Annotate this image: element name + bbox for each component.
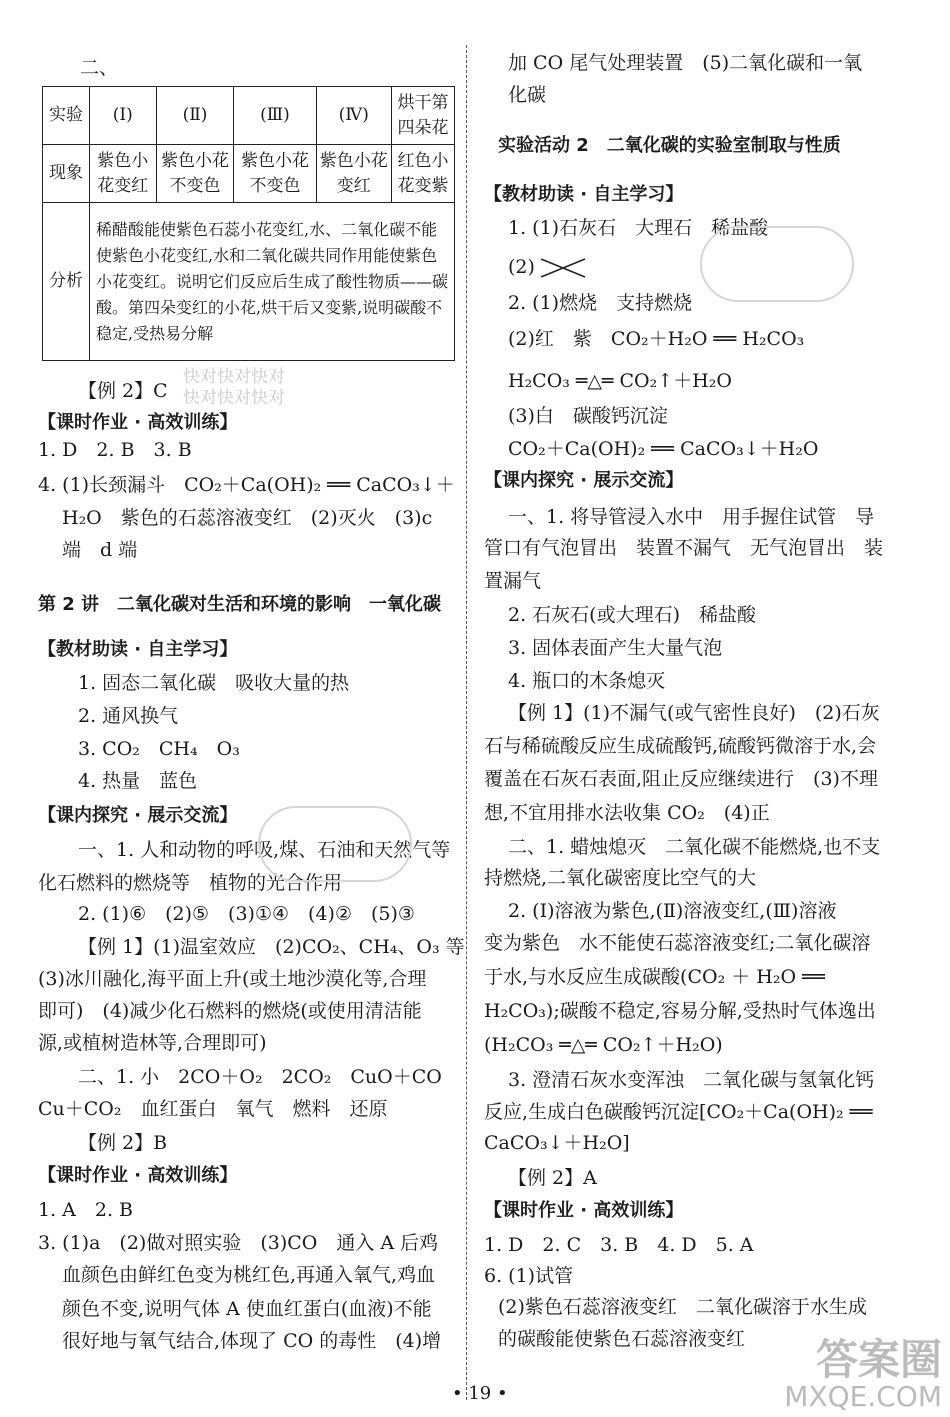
table-cell: 实验 [43, 87, 90, 145]
right-text-line: 置漏气 [484, 570, 542, 592]
table-cell: (Ⅳ) [316, 87, 391, 145]
right-text-line: 1. D 2. C 3. B 4. D 5. A [484, 1234, 754, 1256]
left-text-line: 【例 2】B [78, 1132, 168, 1154]
table-cell: 红色小花变紫 [392, 145, 455, 203]
page-number: • 19 • [452, 1383, 508, 1404]
left-text-line: 颜色不变,说明气体 A 使血红蛋白(血液)不能 [62, 1298, 432, 1320]
right-text-line: H₂CO₃);碳酸不稳定,容易分解,受热时气体逸出 [484, 1000, 876, 1022]
table-cell: 紫色小花变红 [316, 145, 391, 203]
right-text-line: 的碳酸能使紫色石蕊溶液变红 [498, 1328, 746, 1350]
left-section-heading: 【教材助读 · 自主学习】 [38, 639, 238, 660]
right-text-line: (3)白 碳酸钙沉淀 [508, 405, 668, 427]
table-cell: (Ⅰ) [90, 87, 157, 145]
right-text-line: 2. (1)燃烧 支持燃烧 [508, 292, 693, 314]
left-text-line: 4. (1)长颈漏斗 CO₂＋Ca(OH)₂ ══ CaCO₃↓＋ [38, 474, 455, 496]
left-text-line: 2. (1)⑥ (2)⑤ (3)①④ (4)② (5)③ [78, 903, 415, 925]
left-text-line: 【例 1】(1)温室效应 (2)CO₂、CH₄、O₃ 等 [78, 936, 465, 958]
right-text-line: 2. 石灰石(或大理石) 稀盐酸 [508, 604, 756, 626]
faint-stamp [258, 806, 412, 882]
column-divider [466, 45, 467, 1400]
left-text-line: 二、1. 小 2CO＋O₂ 2CO₂ CuO＋CO [78, 1066, 442, 1088]
right-text-line: CO₂＋Ca(OH)₂ ══ CaCO₃↓＋H₂O [508, 438, 819, 460]
right-section-heading: 实验活动 2 二氧化碳的实验室制取与性质 [498, 135, 841, 156]
table-cell: 现象 [43, 145, 90, 203]
right-text-line: 6. (1)试管 [484, 1265, 574, 1287]
right-text-line: 反应,生成白色碳酸钙沉淀[CO₂＋Ca(OH)₂ ══ [484, 1101, 873, 1123]
right-text-line: CaCO₃↓＋H₂O] [484, 1132, 630, 1154]
table-cell: (Ⅲ) [234, 87, 316, 145]
left-text-line: 1. 固态二氧化碳 吸收大量的热 [78, 672, 350, 694]
right-text-line: H₂CO₃ ═△═ CO₂↑＋H₂O [508, 370, 732, 392]
right-text-line: 3. 澄清石灰水变浑浊 二氧化碳与氢氧化钙 [508, 1069, 875, 1091]
right-text-line: 管口有气泡冒出 装置不漏气 无气泡冒出 装 [484, 537, 884, 559]
right-section-heading: 【课内探究 · 展示交流】 [484, 470, 684, 491]
right-text-line: (2)紫色石蕊溶液变红 二氧化碳溶于水生成 [498, 1296, 867, 1318]
section-two-heading: 二、 [80, 57, 119, 79]
experiment-table [42, 86, 455, 361]
left-section-heading: 第 2 讲 二氧化碳对生活和环境的影响 一氧化碳 [38, 594, 442, 615]
watermark: 快对快对快对 [183, 388, 285, 408]
table-cell: 紫色小花变红 [90, 145, 157, 203]
right-text-line: 2. (Ⅰ)溶液为紫色,(Ⅱ)溶液变红,(Ⅲ)溶液 [508, 900, 837, 922]
left-text-line: 2. 通风换气 [78, 705, 179, 727]
right-text-line: 二、1. 蜡烛熄灭 二氧化碳不能燃烧,也不支 [508, 836, 881, 858]
right-text-line: 4. 瓶口的木条熄灭 [508, 670, 666, 692]
left-text-line: (3)冰川融化,海平面上升(或土地沙漠化等,合理 [38, 968, 427, 990]
left-text-line: 4. 热量 蓝色 [78, 770, 198, 792]
left-text-line: 【例 2】C [78, 380, 168, 402]
right-text-line: 于水,与水反应生成碳酸(CO₂ ＋ H₂O ══ [484, 966, 825, 988]
right-section-heading: 【课时作业 · 高效训练】 [484, 1200, 684, 1221]
left-text-line: 3. (1)a (2)做对照实验 (3)CO 通入 A 后鸡 [38, 1232, 439, 1254]
table-cell: (Ⅱ) [156, 87, 234, 145]
left-section-heading: 【课时作业 · 高效训练】 [38, 412, 238, 433]
right-text-line: 覆盖在石灰石表面,阻止反应继续进行 (3)不理 [484, 768, 878, 790]
table-cell: 紫色小花不变色 [156, 145, 234, 203]
left-text-line: 即可) (4)减少化石燃料的燃烧(或使用清洁能 [38, 1000, 422, 1022]
right-text-line: 化碳 [508, 84, 547, 106]
faint-stamp [700, 226, 854, 302]
right-text-line: 想,不宜用排水法收集 CO₂ (4)正 [484, 802, 770, 824]
left-section-heading: 【课时作业 · 高效训练】 [38, 1165, 238, 1186]
left-text-line: 1. A 2. B [38, 1199, 134, 1221]
right-text-line: 1. (1)石灰石 大理石 稀盐酸 [508, 217, 769, 239]
crossed-lines-icon [539, 257, 587, 279]
right-text-line: 持燃烧,二氧化碳密度比空气的大 [484, 867, 757, 889]
right-text-line: (2) [508, 254, 587, 280]
left-section-heading: 【课内探究 · 展示交流】 [38, 805, 238, 826]
right-text-line: (2)红 紫 CO₂＋H₂O ══ H₂CO₃ [508, 328, 805, 350]
left-text-line: 化石燃料的燃烧等 植物的光合作用 [38, 872, 343, 894]
corner-logo: 答案圈 [815, 1335, 942, 1384]
right-text-line: 变为紫色 水不能使石蕊溶液变红;二氧化碳溶 [484, 932, 871, 954]
left-text-line: Cu＋CO₂ 血红蛋白 氧气 燃料 还原 [38, 1098, 388, 1120]
left-text-line: 1. D 2. B 3. B [38, 439, 192, 461]
table-cell: 烘干第四朵花 [392, 87, 455, 145]
left-text-line: 一、1. 人和动物的呼吸,煤、石油和天然气等 [78, 839, 451, 861]
right-text-line: 【例 2】A [508, 1167, 597, 1189]
left-text-line: 源,或植树造林等,合理即可) [38, 1032, 267, 1054]
right-text-line: (H₂CO₃ ═△═ CO₂↑＋H₂O) [484, 1034, 723, 1056]
left-text-line: 端 d 端 [62, 539, 138, 561]
right-text-line: 【例 1】(1)不漏气(或气密性良好) (2)石灰 [508, 702, 880, 724]
right-text-line: 石与稀硫酸反应生成硫酸钙,硫酸钙微溶于水,会 [484, 735, 877, 757]
right-text-line: 一、1. 将导管浸入水中 用手握住试管 导 [508, 506, 875, 528]
right-text-line: 加 CO 尾气处理装置 (5)二氧化碳和一氧 [508, 52, 863, 74]
watermark: 快对快对快对 [183, 367, 285, 387]
right-section-heading: 【教材助读 · 自主学习】 [484, 184, 684, 205]
left-text-line: 很好地与氧气结合,体现了 CO 的毒性 (4)增 [62, 1330, 442, 1352]
left-text-line: 血颜色由鲜红色变为桃红色,再通入氧气,鸡血 [62, 1264, 436, 1286]
right-text-line: 3. 固体表面产生大量气泡 [508, 637, 723, 659]
left-text-line: H₂O 紫色的石蕊溶液变红 (2)灭火 (3)c [62, 507, 433, 529]
corner-url: MXQE.COM [784, 1380, 942, 1413]
table-cell: 分析 [43, 203, 90, 361]
left-text-line: 3. CO₂ CH₄ O₃ [78, 738, 240, 760]
table-cell: 紫色小花不变色 [234, 145, 316, 203]
analysis-cell: 稀醋酸能使紫色石蕊小花变红,水、二氧化碳不能使紫色小花变红,水和二氧化碳共同作用能使紫色小花变红。说明它们反应后生成了酸性物质——碳酸。第四朵变红的小花,烘干后又变紫,说明碳酸不稳定,受热易分解 [90, 203, 455, 361]
